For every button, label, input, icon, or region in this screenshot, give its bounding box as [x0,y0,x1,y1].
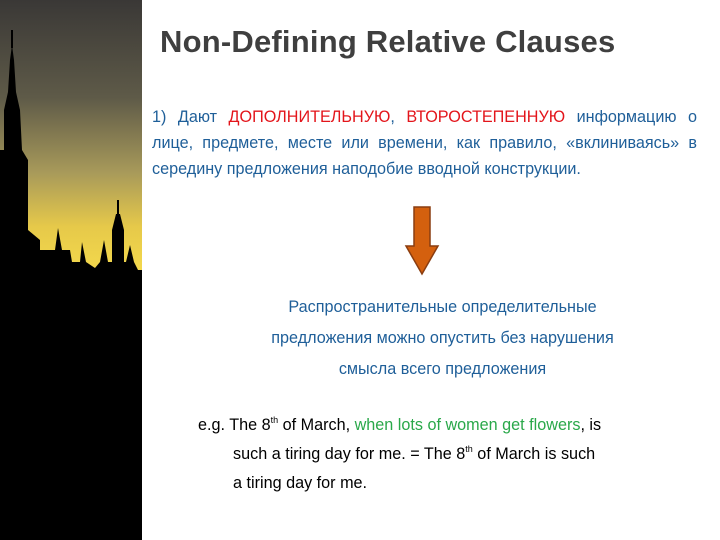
big-ben-silhouette-photo [0,0,142,540]
highlight-secondary: ВТОРОСТЕПЕННУЮ [406,108,566,126]
example-line-3: a tiring day for me. [233,474,368,492]
note-line-1: Распространительные определительные [288,298,597,316]
example-prefix: e.g. The 8 [198,416,271,434]
explanation-paragraph [152,104,697,182]
relative-clause: when lots of women get flowers [354,416,581,434]
ordinal-suffix: th [270,415,279,425]
example-line-1 [198,411,708,440]
example-line-2 [198,440,708,469]
note-line-2: предложения можно опустить без нарушения [271,329,614,347]
ordinal-suffix: th [465,444,473,454]
example-text: such a tiring day for me. = The 8 [233,445,466,463]
example-text: of March is such [472,445,596,463]
down-arrow-icon [404,206,440,281]
omission-note [200,292,685,385]
para-text-2: , [390,108,407,126]
slide-title: Non-Defining Relative Clauses [160,24,616,59]
example-sentence [198,411,708,498]
example-text: of March, [278,416,355,434]
note-line-3: смысла всего предложения [338,360,547,378]
highlight-additional: ДОПОЛНИТЕЛЬНУЮ [228,108,391,126]
para-text-1: 1) Дают [152,108,229,126]
para-text-3: информацию о лице, предмете, месте или времени, как правило, «вклиниваясь» в середину предложения наподобие вводной конструкции. [152,108,697,178]
example-text: , is [580,416,602,434]
